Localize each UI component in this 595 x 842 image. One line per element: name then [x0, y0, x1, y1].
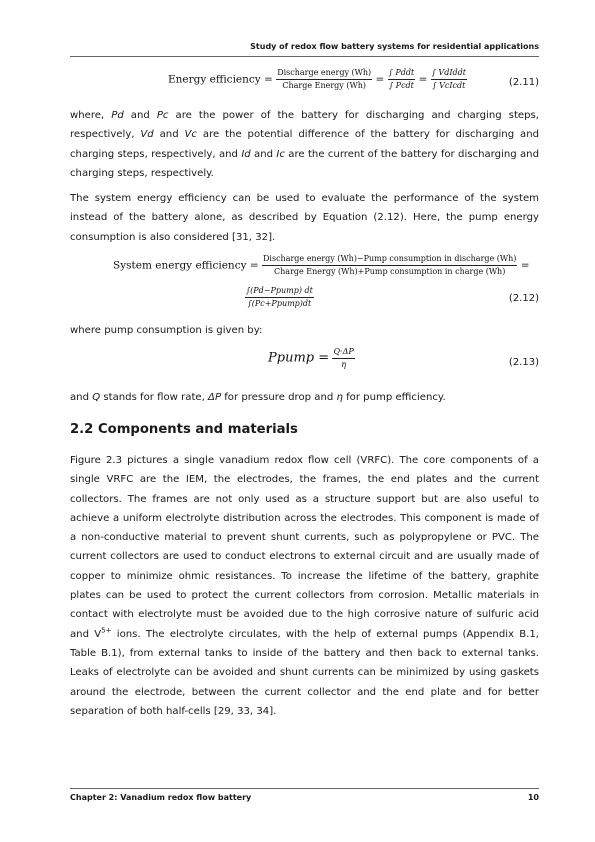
- footer-chapter: Chapter 2: Vanadium redox flow battery: [70, 793, 252, 802]
- text-span: Figure 2.3 pictures a single vanadium redox flow cell (VRFC). The core components of a single VRFC are the IEM, the electrodes, the frames, the end plates and the current collectors. The frames are not only used as a structure support but are also useful to achieve a uniform electrolyte distribution across the electrodes. This component is made of a non-conductive material to prevent shunt currents, such as polypropylene or PVC. The current collectors are used to conduct electrons to external circuit and are usually made of copper to minimize ohmic resistances. To increase the lifetime of the battery, graphite plates can be used to protect the current collectors from corrosion. Metallic materials in contact with electrolyte must be avoided due to the high corrosive nature of sulfuric acid and V: [70, 455, 539, 640]
- text-span: for pump efficiency.: [342, 392, 446, 403]
- symbol-vc: Vc: [184, 129, 197, 141]
- text-span: ions. The electrolyte circulates, with the help of external pumps (Appendix B.1, Table B.1), from external tanks to inside of the battery and then back to external tanks. Leaks of electrolyte can be avoided and shunt currents can be minimized by using gaskets around the electrode, between the current collector and the end plate and for better separation of both half-cells [29, 33, 34].: [70, 628, 539, 717]
- eq-2-11-num1: Discharge energy (Wh): [276, 68, 372, 80]
- section-heading: 2.2 Components and materials: [70, 422, 298, 437]
- text-span: are the potential difference of the battery for discharging and charging steps, respectively, and: [70, 129, 539, 160]
- text-span: for pressure drop and: [221, 392, 337, 403]
- text-span: where,: [70, 110, 112, 121]
- eq-2-12-equals: =: [520, 259, 530, 272]
- text-span: are the current of the battery for discharging and charging steps, respectively.: [70, 148, 539, 179]
- eq-2-11-equals-2: =: [418, 73, 428, 86]
- paragraph-pump-intro: where pump consumption is given by:: [70, 325, 263, 336]
- text-span: are the power of the battery for discharging and charging steps, respectively,: [70, 110, 539, 141]
- text-span: and: [250, 148, 277, 160]
- eq-2-13-num: Q·ΔP: [332, 347, 354, 359]
- symbol-eta: η: [336, 392, 343, 403]
- paragraph-system-efficiency: The system energy efficiency can be used to evaluate the performance of the system instead of the battery alone, as described by Equation (2.12). Here, the pump energy consumption is also considered [31, 32].: [70, 193, 539, 243]
- text-span: and: [70, 392, 93, 403]
- eq-2-12-num: Discharge energy (Wh)−Pump consumption in discharge (Wh): [262, 254, 517, 266]
- eq-2-11-den1: Charge Energy (Wh): [282, 81, 366, 90]
- text-span: and: [123, 110, 157, 121]
- eq-2-11-lhs: Energy efficiency =: [168, 73, 273, 86]
- header-divider: [70, 56, 539, 57]
- symbol-id: Id: [241, 148, 251, 160]
- equation-2-12-line2: [245, 286, 314, 309]
- eq-2-12-number: (2.12): [508, 293, 539, 304]
- running-header: Study of redox flow battery systems for residential applications: [250, 42, 539, 51]
- eq-2-13-lhs: Ppump =: [268, 350, 330, 366]
- text-span: and: [153, 129, 185, 141]
- eq-2-11-den2: ∫ Pcdt: [388, 81, 414, 90]
- eq-2-11-fraction-power: [388, 68, 416, 91]
- eq-2-11-fraction-vi: [431, 68, 467, 91]
- paragraph-components: [70, 451, 539, 721]
- eq-2-13-number: (2.13): [508, 357, 539, 368]
- paragraph-symbols: [70, 388, 539, 407]
- eq-2-12-den: Charge Energy (Wh)+Pump consumption in charge (Wh): [274, 267, 506, 276]
- eq-2-12-num2: ∫(Pd−Ppump) dt: [245, 286, 314, 298]
- symbol-q: Q: [92, 392, 101, 403]
- symbol-pc: Pc: [156, 110, 169, 121]
- equation-2-13: [268, 347, 355, 370]
- eq-2-12-fraction-power: [245, 286, 314, 309]
- eq-2-13-den: η: [341, 360, 346, 369]
- eq-2-13-fraction: [332, 347, 354, 370]
- eq-2-12-fraction: [262, 254, 517, 277]
- paragraph-variables: [70, 106, 539, 183]
- eq-2-12-lhs: System energy efficiency =: [113, 259, 259, 272]
- equation-2-12-line1: [113, 254, 530, 277]
- page-number: 10: [527, 793, 539, 802]
- symbol-vd: Vd: [140, 129, 154, 141]
- text-span: stands for flow rate,: [100, 392, 209, 403]
- eq-2-11-num3: ∫ VdIddt: [431, 68, 467, 80]
- footer-divider: [70, 788, 539, 789]
- eq-2-11-number: (2.11): [508, 77, 539, 88]
- equation-2-11: [168, 68, 467, 91]
- superscript-charge: 5+: [101, 625, 112, 635]
- symbol-ic: Ic: [276, 148, 285, 160]
- symbol-pd: Pd: [111, 110, 124, 121]
- eq-2-11-equals: =: [375, 73, 385, 86]
- eq-2-11-num2: ∫ Pddt: [388, 68, 416, 80]
- eq-2-11-den3: ∫ VcIcdt: [432, 81, 466, 90]
- symbol-delta-p: ΔP: [208, 392, 222, 403]
- eq-2-12-den2: ∫(Pc+Ppump)dt: [247, 299, 312, 308]
- eq-2-11-fraction-energy: [276, 68, 372, 91]
